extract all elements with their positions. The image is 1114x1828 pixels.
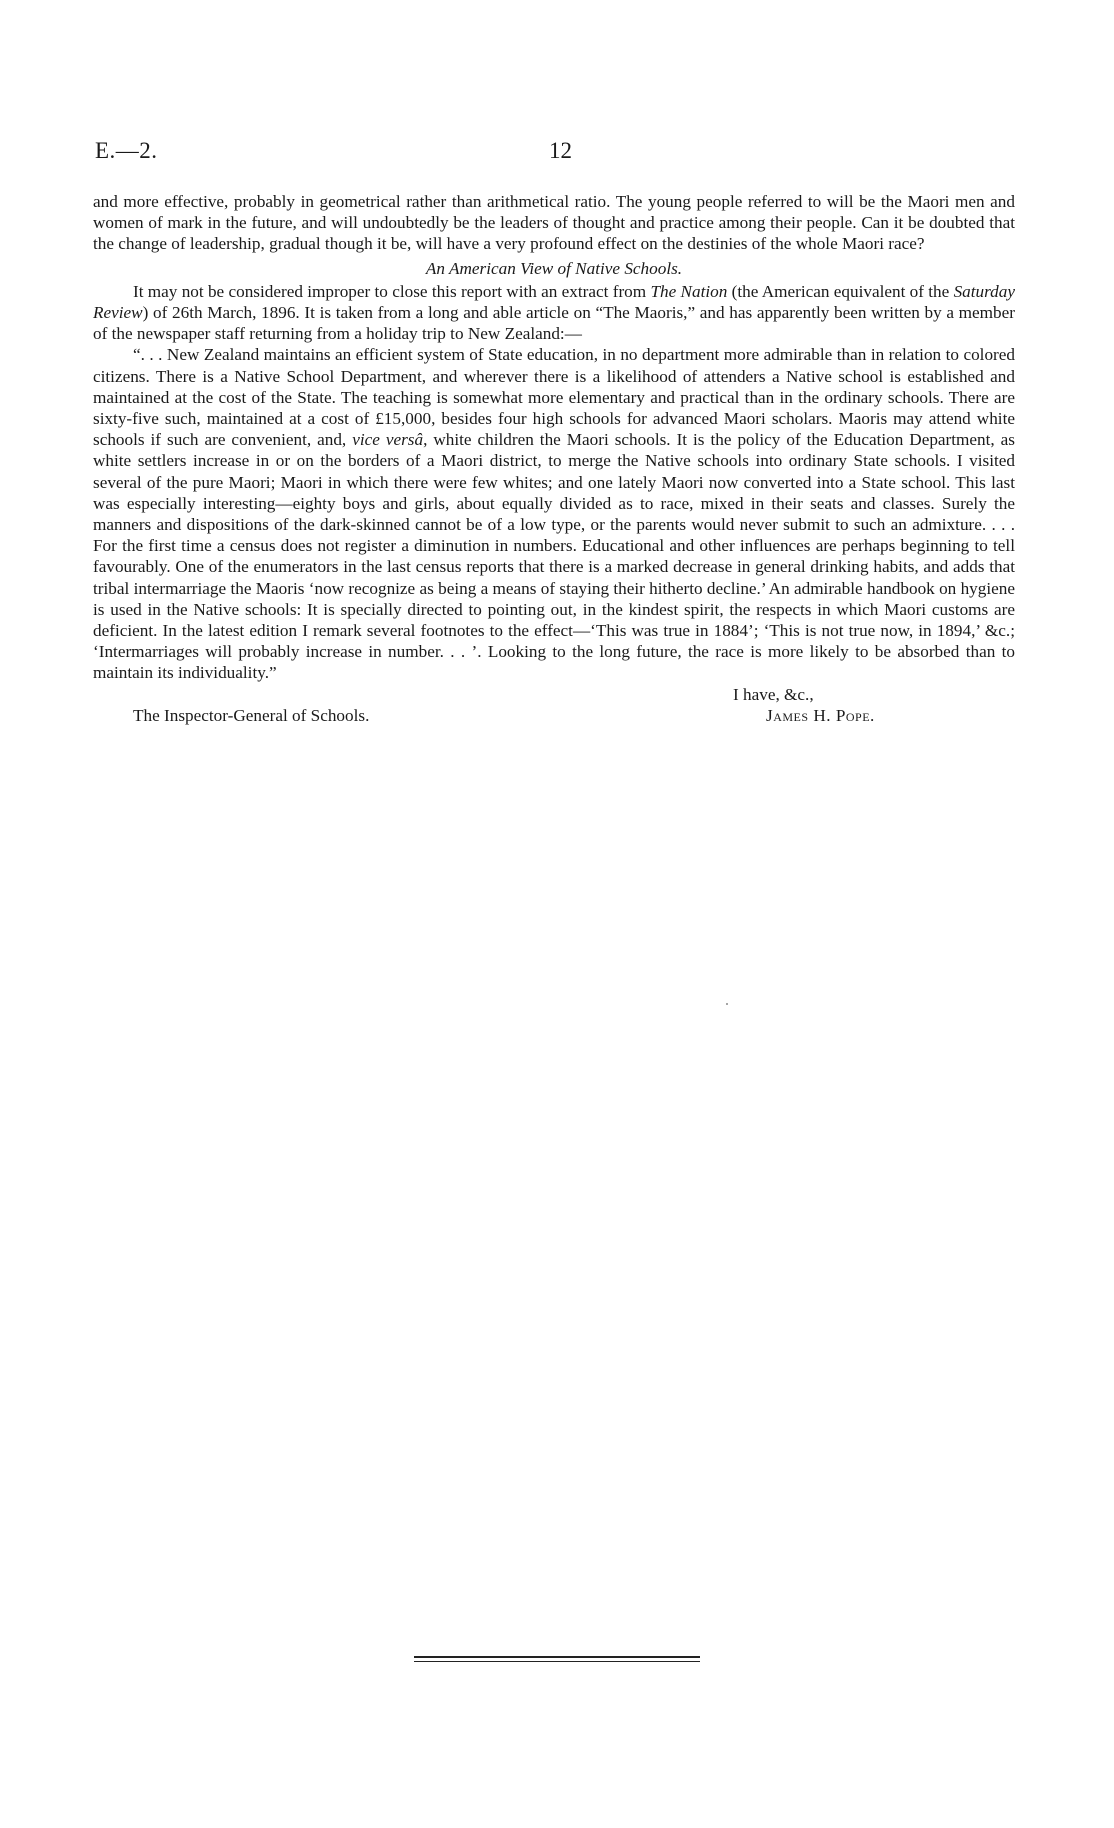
- print-speck: [726, 1003, 728, 1005]
- paragraph-continuation: and more effective, probably in geometrical rather than arithmetical ratio. The young people referred to will be the Maori men and women of mark in the future, and will undoubtedly be the leaders of thought and practice among their people. Can it be doubted that the change of leadership, gradual though it be, will have a very profound effect on the destinies of the whole Maori race?: [93, 192, 1015, 254]
- latin-phrase: vice versâ: [352, 430, 424, 450]
- paragraph-introduction: [93, 281, 1015, 345]
- sign-off: [93, 684, 1015, 726]
- document-reference: E.—2.: [95, 138, 158, 163]
- text-run: , white children the Maori schools. It is the policy of the Education Department, as white settlers increase in or on the borders of a Maori district, to merge the Native schools into ordinary State schools. I visited several of the pure Maori; Maori in which there were few whites; and one lately Maori now converted into a State school. This last was especially interesting—eighty boys and girls, about equally divided as to race, mixed in their seats and classes. Surely the manners and dispositions of the dark-skinned cannot be of a low type, or the parents would never submit to such an admixture. . . . For the first time a census does not register a diminution in numbers. Educational and other influences are perhaps beginning to tell favourably. One of the enumerators in the last census reports that there is a marked decrease in general drinking habits, and adds that tribal intermarriage the Maoris ‘now recognize as being a means of staying their hitherto decline.’ An admirable handbook on hygiene is used in the Native schools: It is specially directed to pointing out, in the kindest spirit, the respects in which Maori customs are deficient. In the latest edition I remark several footnotes to the effect—‘This was true in 1884’; ‘This is not true now, in 1894,’ &c.; ‘Intermarriages will probably increase in number. . . ’. Looking to the long future, the race is more likely to be absorbed than to maintain its individuality.”: [93, 430, 1015, 683]
- text-run: (the American equivalent of the: [727, 281, 954, 301]
- closing-rule-thin: [414, 1661, 700, 1662]
- publication-title: Saturday Review: [93, 281, 1016, 323]
- closing-formula: I have, &c.,: [733, 684, 814, 704]
- text-run: It may not be considered improper to close this report with an extract from: [133, 281, 651, 301]
- page-header: [95, 138, 1015, 168]
- addressee: The Inspector-General of Schools.: [133, 705, 370, 725]
- signature: James H. Pope.: [766, 705, 875, 725]
- text-run: ) of 26th March, 1896. It is taken from a long and able article on “The Maoris,” and has apparently been written by a member of the newspaper staff returning from a holiday trip to New Zealand:—: [93, 303, 1015, 344]
- report-body: [93, 191, 1015, 726]
- closing-rule: [414, 1656, 700, 1658]
- publication-title: The Nation: [650, 281, 728, 301]
- section-heading: An American View of Native Schools.: [425, 258, 683, 278]
- text-run: “. . . New Zealand maintains an efficient system of State education, in no department more admirable than in relation to colored citizens. There is a Native School Department, and wherever there is a likelihood of attenders a Native school is established and maintained at the cost of the State. The teaching is somewhat more elementary and practical than in the ordinary schools. There are sixty-five such, maintained at a cost of £15,000, besides four high schools for advanced Maori scholars. Maoris may attend white schools if such are convenient, and,: [93, 345, 1015, 450]
- paragraph-quotation: [93, 344, 1015, 683]
- page-number: 12: [549, 138, 572, 163]
